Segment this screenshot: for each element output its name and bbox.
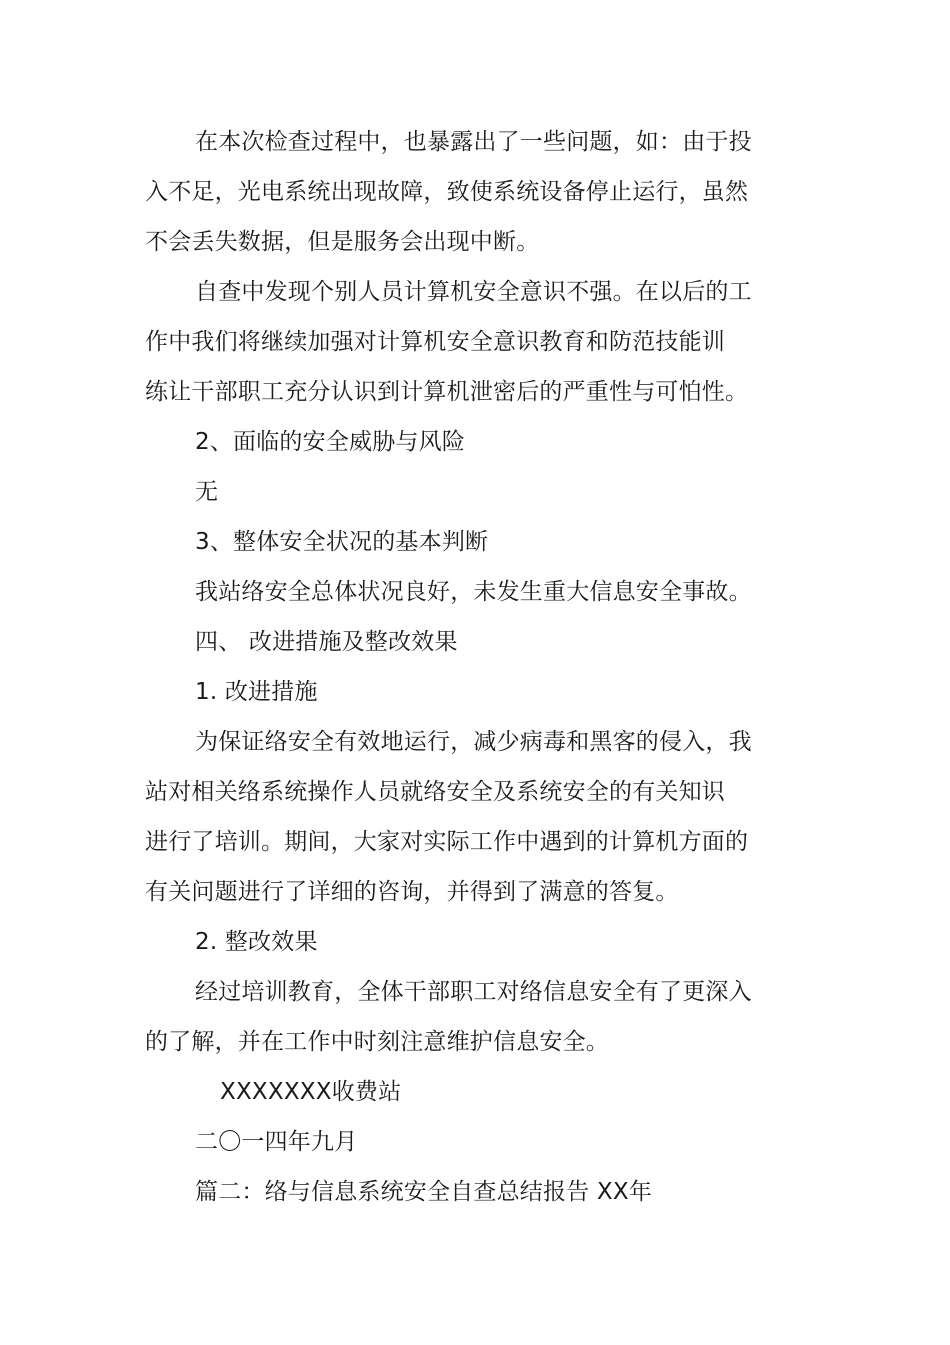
heading-section-four: 四、 改进措施及整改效果 (195, 629, 458, 655)
paragraph-problems-line-3: 不会丢失数据，但是服务会出现中断。 (145, 229, 540, 255)
heading-rectification-effect: 2. 整改效果 (195, 929, 318, 955)
paragraph-awareness-line-2: 作中我们将继续加强对计算机安全意识教育和防范技能训 (145, 329, 725, 355)
paragraph-training-line-1: 为保证络安全有效地运行，减少病毒和黑客的侵入，我 (195, 729, 752, 755)
overall-judgment-text: 我站络安全总体状况良好，未发生重大信息安全事故。 (195, 579, 752, 605)
paragraph-awareness-line-1: 自查中发现个别人员计算机安全意识不强。在以后的工 (195, 279, 752, 305)
paragraph-awareness-line-3: 练让干部职工充分认识到计算机泄密后的严重性与可怕性。 (145, 379, 749, 405)
paragraph-training-line-2: 站对相关络系统操作人员就络安全及系统安全的有关知识 (145, 779, 725, 805)
signature-station: XXXXXXX收费站 (220, 1079, 402, 1105)
next-article-title: 篇二：络与信息系统安全自查总结报告 XX年 (195, 1179, 653, 1205)
paragraph-training-line-4: 有关问题进行了详细的咨询，并得到了满意的答复。 (145, 879, 679, 905)
heading-improvement-measures: 1. 改进措施 (195, 679, 318, 705)
paragraph-effect-line-2: 的了解，并在工作中时刻注意维护信息安全。 (145, 1029, 609, 1055)
paragraph-problems-line-1: 在本次检查过程中，也暴露出了一些问题，如：由于投 (195, 129, 752, 155)
threats-none-text: 无 (195, 479, 219, 505)
heading-overall-judgment: 3、整体安全状况的基本判断 (195, 529, 489, 555)
paragraph-training-line-3: 进行了培训。期间，大家对实际工作中遇到的计算机方面的 (145, 829, 749, 855)
paragraph-effect-line-1: 经过培训教育，全体干部职工对络信息安全有了更深入 (195, 979, 752, 1005)
heading-threats-risks: 2、面临的安全威胁与风险 (195, 429, 466, 455)
signature-date: 二〇一四年九月 (195, 1129, 358, 1155)
paragraph-problems-line-2: 入不足，光电系统出现故障，致使系统设备停止运行，虽然 (145, 179, 749, 205)
